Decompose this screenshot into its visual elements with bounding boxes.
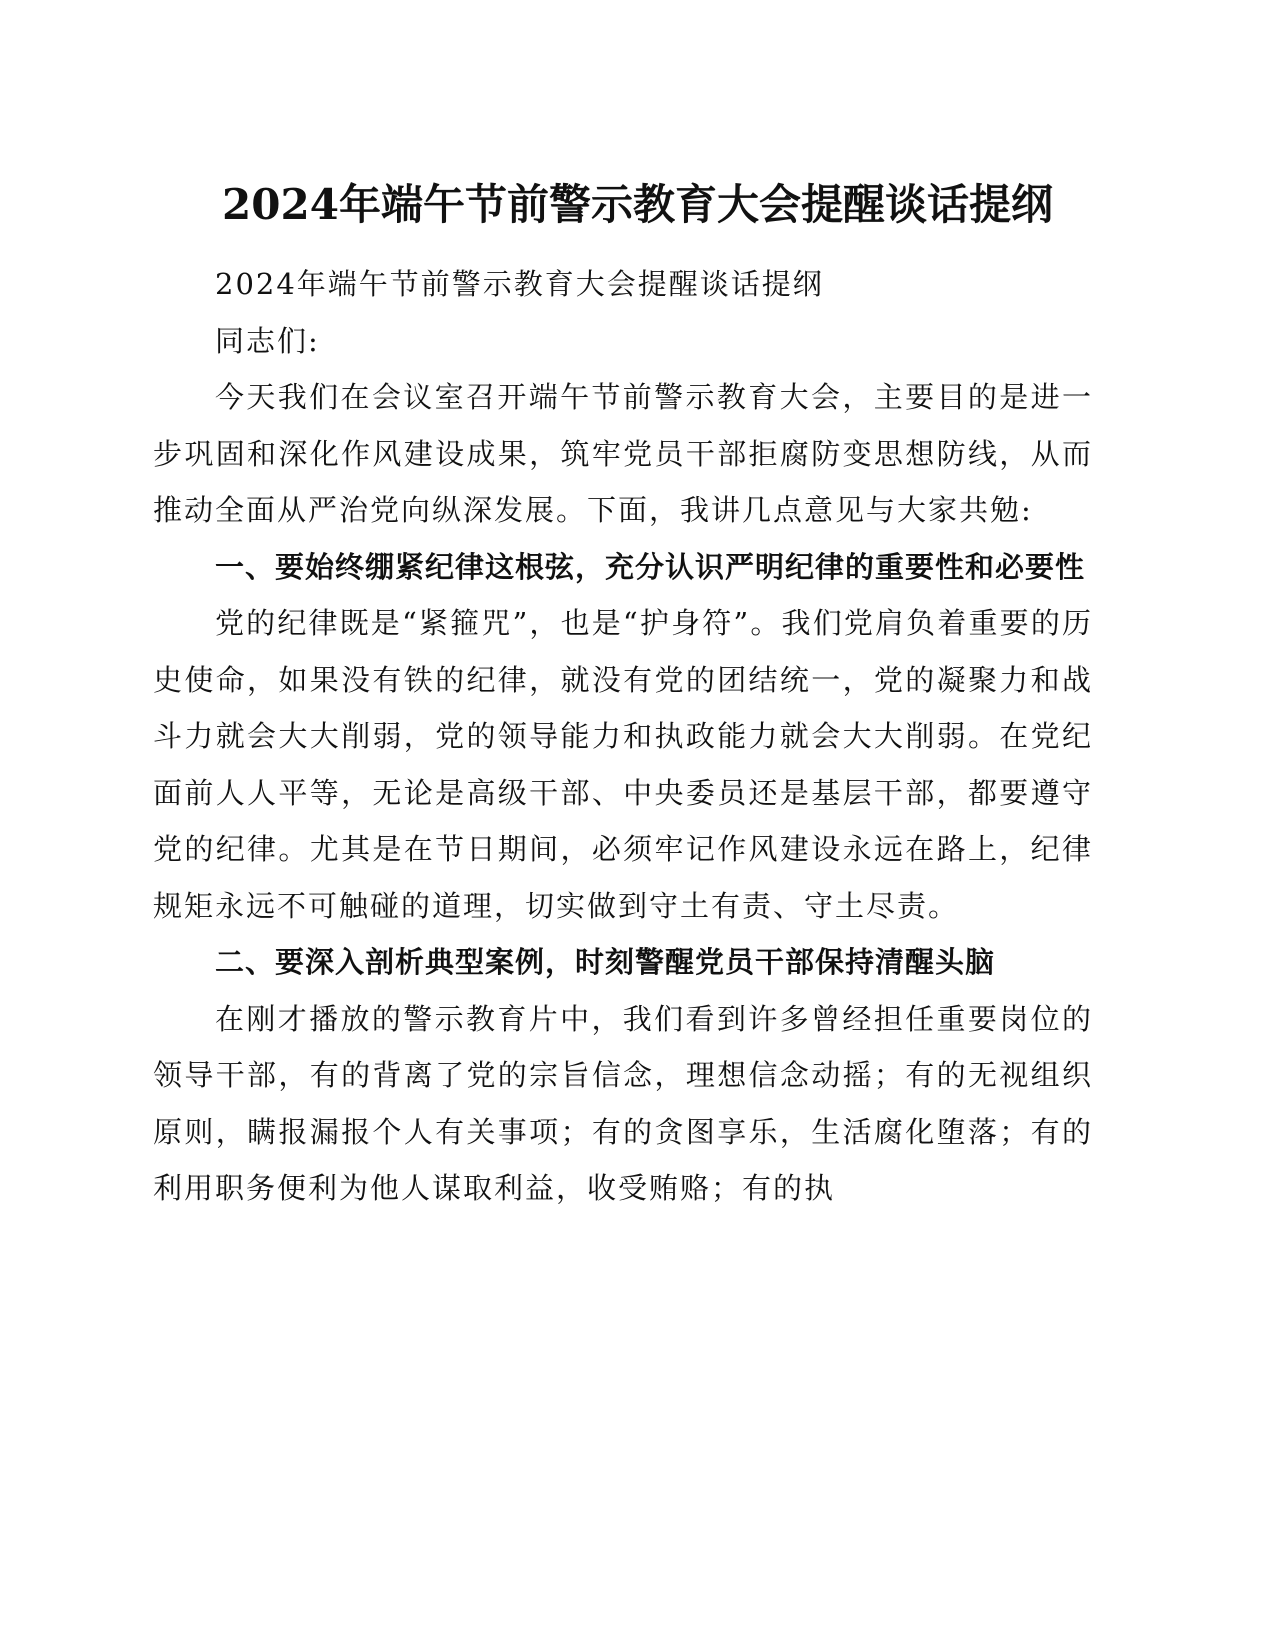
intro-paragraph: 今天我们在会议室召开端午节前警示教育大会，主要目的是进一步巩固和深化作风建设成果，筑牢党员干部拒腐防变思想防线，从而推动全面从严治党向纵深发展。下面，我讲几点意见与大家共勉: [153,380,1093,527]
section-heading-1: 一、要始终绷紧纪律这根弦，充分认识严明纪律的重要性和必要性 [215,549,1086,584]
subtitle-paragraph: 2024年端午节前警示教育大会提醒谈话提纲 [215,267,824,301]
document-title: 2024年端午节前警示教育大会提醒谈话提纲 [222,180,1053,229]
section-2-paragraph: 在刚才播放的警示教育片中，我们看到许多曾经担任重要岗位的领导干部，有的背离了党的宗旨信念，理想信念动摇；有的无视组织原则，瞒报漏报个人有关事项；有的贪图享乐，生活腐化堕落；有的利用职务便利为他人谋取利益，收受贿赂；有的执 [153,1001,1093,1205]
salutation-paragraph: 同志们: [215,323,320,358]
section-1-paragraph: 党的纪律既是“紧箍咒”，也是“护身符”。我们党肩负着重要的历史使命，如果没有铁的纪律，就没有党的团结统一，党的凝聚力和战斗力就会大大削弱，党的领导能力和执政能力就会大大削弱。在党纪面前人人平等，无论是高级干部、中央委员还是基层干部，都要遵守党的纪律。尤其是在节日期间，必须牢记作风建设永远在路上，纪律规矩永远不可触碰的道理，切实做到守土有责、守土尽责。 [153,606,1093,923]
document-body [153,256,1093,1217]
section-heading-2: 二、要深入剖析典型案例，时刻警醒党员干部保持清醒头脑 [215,945,996,979]
